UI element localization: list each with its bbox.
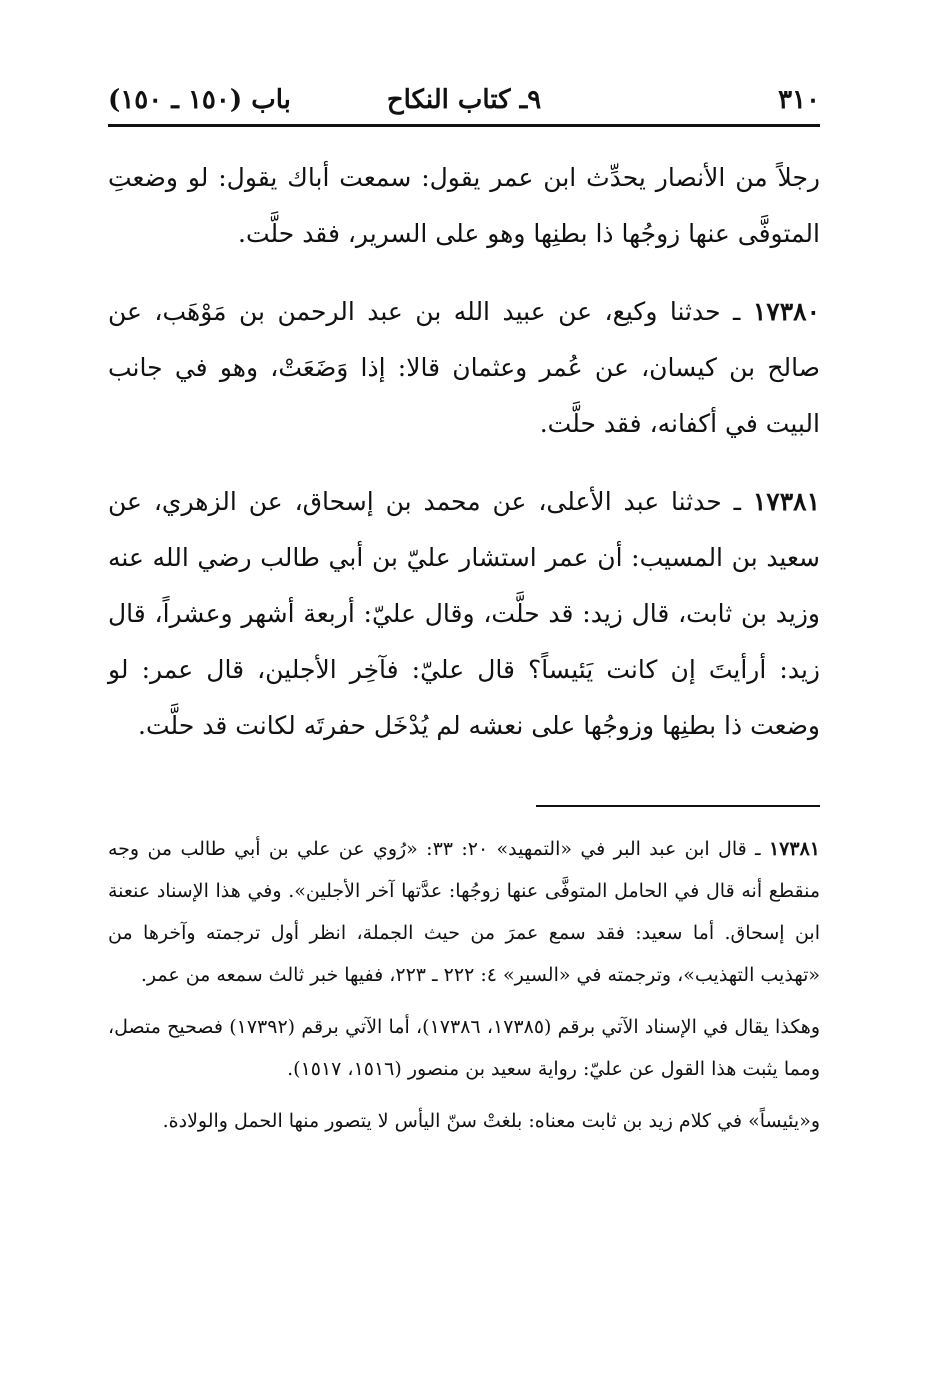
footnote-text: و«يئيساً» في كلام زيد بن ثابت معناه: بلغتْ سنّ اليأس لا يتصور منها الحمل والولادة. bbox=[162, 1110, 820, 1132]
footnote-paragraph bbox=[108, 1100, 820, 1142]
hadith-number: ١٧٣٨١ bbox=[752, 487, 820, 516]
paragraph-text: ـ حدثنا عبد الأعلى، عن محمد بن إسحاق، عن الزهري، عن سعيد بن المسيب: أن عمر استشار عليّ بن أبي طالب رضي الله عنه وزيد بن ثابت، قال زيد: قد حلَّت، وقال عليّ: أربعة أشهر وعشراً، قال زيد: أرأيتَ إن كانت يَئيساً؟ قال عليّ: فآخِر الأجلين، قال عمر: لو وضعت ذا بطنِها وزوجُها على نعشه لم يُدْخَل حفرتَه لكانت قد حلَّت. bbox=[108, 487, 820, 740]
page-number: ٣١٠ bbox=[778, 85, 820, 115]
hadith-number: ١٧٣٨٠ bbox=[752, 297, 820, 326]
main-text bbox=[108, 150, 820, 776]
footnote-paragraph bbox=[108, 1006, 820, 1090]
footnote-text: وهكذا يقال في الإسناد الآتي برقم (١٧٣٨٥، ١٧٣٨٦)، أما الآتي برقم (١٧٣٩٢) فصحيح متصل، ومما يثبت هذا القول عن عليّ: رواية سعيد بن منصور (١٥١٦، ١٥١٧). bbox=[108, 1016, 821, 1080]
footnote-number: ١٧٣٨١ bbox=[768, 838, 820, 860]
page-header bbox=[108, 82, 820, 122]
footnotes bbox=[108, 828, 820, 1152]
header-rule bbox=[108, 124, 820, 127]
chapter-range: باب (١٥٠ ـ ١٥٠) bbox=[108, 85, 291, 115]
footnote-text: ـ قال ابن عبد البر في «التمهيد» ٢٠: ٣٣: «رُوي عن علي بن أبي طالب من وجه منقطع أنه قال في الحامل المتوفَّى عنها زوجُها: عدَّتها آخر الأجلين». وفي هذا الإسناد عنعنة ابن إسحاق. أما سعيد: فقد سمع عمرَ من حيث الجملة، انظر أول ترجمته وآخرها من «تهذيب التهذيب»، وترجمته في «السير» ٤: ٢٢٢ ـ ٢٢٣، ففيها خبر ثالث سمعه من عمر. bbox=[108, 838, 820, 986]
paragraph-text: ـ حدثنا وكيع، عن عبيد الله بن عبد الرحمن بن مَوْهَب، عن صالح بن كيسان، عن عُمر وعثمان قالا: إذا وَضَعَتْ، وهو في جانب البيت في أكفانه، فقد حلَّت. bbox=[108, 297, 820, 438]
book-page bbox=[108, 0, 820, 1380]
footnote-17381 bbox=[108, 828, 820, 996]
paragraph-text: رجلاً من الأنصار يحدِّث ابن عمر يقول: سمعت أباك يقول: لو وضعتِ المتوفَّى عنها زوجُها ذا بطنِها وهو على السرير، فقد حلَّت. bbox=[108, 163, 820, 248]
hadith-17381 bbox=[108, 474, 820, 754]
hadith-17380 bbox=[108, 284, 820, 452]
book-title: ٩ـ كتاب النكاح bbox=[386, 85, 542, 115]
paragraph-continuation bbox=[108, 150, 820, 262]
footnote-rule bbox=[536, 805, 820, 807]
